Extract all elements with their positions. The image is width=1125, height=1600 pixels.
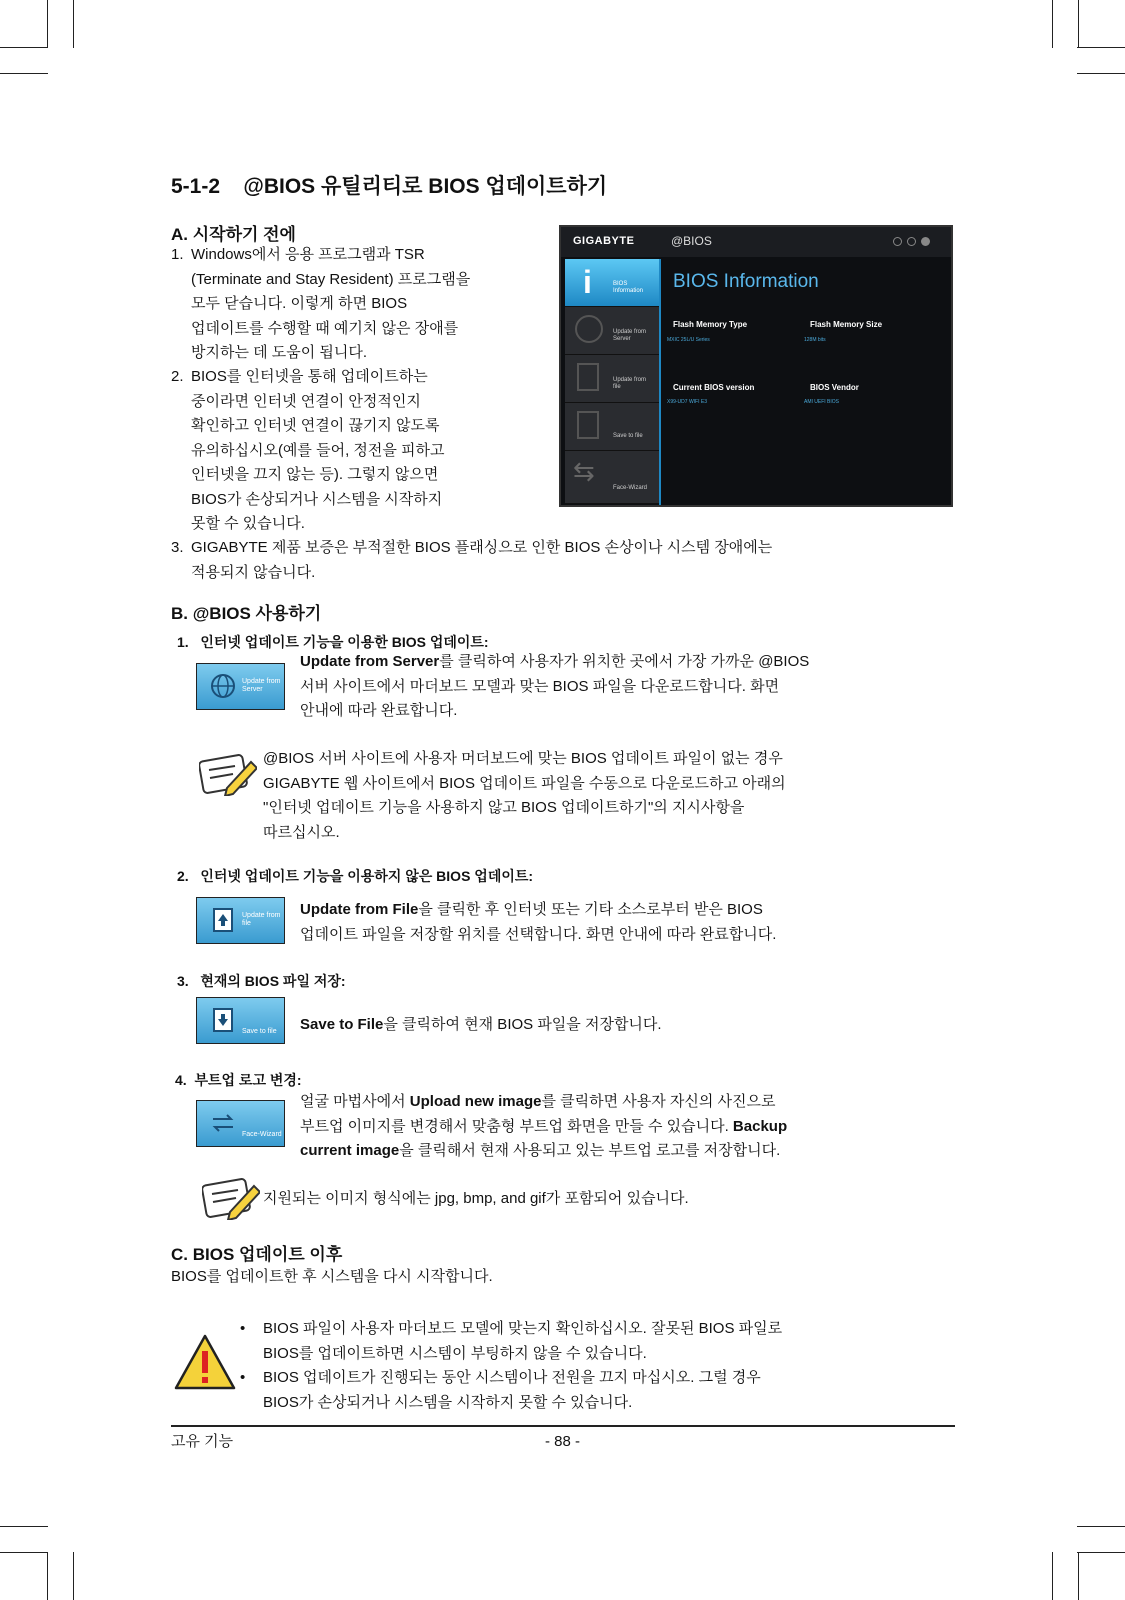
text-line: 를 클릭하여 사용자가 위치한 곳에서 가장 가까운 @BIOS <box>439 653 810 670</box>
note-line: "인터넷 업데이트 기능을 사용하지 않고 BIOS 업데이트하기"의 지시사항을 <box>263 799 745 816</box>
sub4-text <box>300 1090 940 1164</box>
crop-mark <box>1077 47 1125 48</box>
bullet: • <box>240 1369 246 1386</box>
section-a-title: A. 시작하기 전에 <box>171 225 296 244</box>
item-line: 방지하는 데 도움이 됩니다. <box>191 344 368 361</box>
item-line: (Terminate and Stay Resident) 프로그램을 <box>191 270 471 288</box>
section-b-title: B. @BIOS 사용하기 <box>171 604 322 623</box>
sub3-text <box>300 1013 940 1038</box>
sub4-note: 지원되는 이미지 형식에는 jpg, bmp, and gif가 포함되어 있습니다. <box>263 1190 689 1207</box>
item-number: 2. <box>171 368 184 385</box>
text-line: 업데이트 파일을 저장할 위치를 선택합니다. 화면 안내에 따라 완료합니다. <box>300 925 777 943</box>
sub1-note <box>263 747 943 845</box>
text-line: 을 클릭해서 현재 사용되고 있는 부트업 로고를 저장합니다. <box>399 1142 781 1159</box>
arrows-icon: ⇆ <box>573 456 595 486</box>
item-line: BIOS가 손상되거나 시스템을 시작하지 <box>191 490 443 508</box>
text-line: 얼굴 마법사에서 <box>300 1093 410 1110</box>
tile-update-from-server[interactable] <box>565 307 659 355</box>
sub4-title: 4. 부트업 로고 변경: <box>175 1072 302 1088</box>
flash-memory-type-label: Flash Memory Type <box>673 320 748 329</box>
item-line: 적용되지 않습니다. <box>191 563 316 581</box>
item-line: 인터넷을 끄지 않는 등). 그렇지 않으면 <box>191 466 439 483</box>
item-number: 1. <box>171 246 184 263</box>
bullet-line: BIOS 업데이트가 진행되는 동안 시스템이나 전원을 끄지 마십시오. 그럴 경우 <box>263 1369 761 1386</box>
globe-icon <box>575 315 603 343</box>
swap-arrows-icon <box>209 1109 237 1137</box>
text-line: 을 클릭하여 현재 BIOS 파일을 저장합니다. <box>383 1016 662 1033</box>
bios-vendor-value: AMI UEFI BIOS <box>804 399 840 405</box>
current-bios-version-value: X99-UD7 WIFI E3 <box>667 399 708 405</box>
item-line: GIGABYTE 제품 보증은 부적절한 BIOS 플래싱으로 인한 BIOS 손상이나 시스템 장애에는 <box>191 539 773 556</box>
bullet: • <box>240 1320 246 1337</box>
upload-icon <box>577 363 599 391</box>
item-line: 중이라면 인터넷 연결이 안정적인지 <box>191 392 421 410</box>
save-to-file-image <box>196 997 285 1044</box>
text-line: 를 클릭하면 사용자 자신의 사진으로 <box>541 1093 776 1110</box>
sub3-title: 3. 현재의 BIOS 파일 저장: <box>177 973 346 989</box>
tile-label: Update from file <box>613 377 647 390</box>
crop-mark <box>1052 0 1053 48</box>
button-label: Update from file <box>242 912 281 927</box>
pencil-note-icon <box>202 1176 260 1220</box>
ui-term: Backup <box>732 1117 788 1135</box>
item-line: Windows에서 응용 프로그램과 TSR <box>191 246 425 263</box>
text-line: 서버 사이트에서 마더보드 모델과 맞는 BIOS 파일을 다운로드합니다. 화면 <box>300 677 780 695</box>
update-from-server-image <box>196 663 285 710</box>
footer-rule <box>171 1425 955 1427</box>
face-wizard-image <box>196 1100 285 1147</box>
section-c-bullets <box>240 1317 940 1415</box>
sub2-text <box>300 898 940 947</box>
crop-mark <box>1078 0 1079 48</box>
bullet-line: BIOS 파일이 사용자 마더보드 모델에 맞는지 확인하십시오. 잘못된 BIOS 파일로 <box>263 1320 783 1337</box>
sub1-title: 1. 인터넷 업데이트 기능을 이용한 BIOS 업데이트: <box>177 634 489 650</box>
info-icon: i <box>583 264 592 300</box>
button-label: Update from Server <box>242 678 281 693</box>
bios-sidebar <box>565 259 659 505</box>
tile-update-from-file[interactable] <box>565 355 659 403</box>
flash-memory-type-value: MXIC 25L/U Series <box>667 337 710 343</box>
crop-mark <box>1077 1526 1125 1527</box>
ui-term: Update from Server <box>300 653 440 670</box>
ui-term: Upload new image <box>409 1093 542 1110</box>
globe-icon <box>209 672 237 700</box>
warning-icon <box>173 1333 237 1391</box>
item-line: 모두 닫습니다. 이렇게 하면 BIOS <box>191 295 408 312</box>
crop-mark <box>1077 73 1125 74</box>
note-line: @BIOS 서버 사이트에 사용자 머더보드에 맞는 BIOS 업데이트 파일이 없는 경우 <box>263 750 783 767</box>
bios-panel-title: BIOS Information <box>673 271 819 292</box>
tile-label: Face-Wizard <box>613 485 648 491</box>
text-line: 부트업 이미지를 변경해서 맞춤형 부트업 화면을 만들 수 있습니다. <box>300 1117 733 1135</box>
upload-icon <box>209 906 237 934</box>
item-line: BIOS를 인터넷을 통해 업데이트하는 <box>191 368 428 385</box>
bios-vendor-label: BIOS Vendor <box>810 383 859 392</box>
bios-title-bar <box>561 227 951 257</box>
pencil-note-icon <box>199 752 257 796</box>
minimize-icon[interactable] <box>893 237 902 246</box>
section-c-line: BIOS를 업데이트한 후 시스템을 다시 시작합니다. <box>171 1268 493 1285</box>
tile-bios-information[interactable] <box>565 259 659 307</box>
section-a-item-3 <box>171 536 931 585</box>
crop-mark <box>47 0 48 48</box>
ui-term: Save to File <box>300 1016 384 1033</box>
crop-mark <box>73 0 74 48</box>
text-line: 안내에 따라 완료합니다. <box>300 702 458 719</box>
ui-term: Update from File <box>300 901 419 918</box>
crop-mark <box>1077 1552 1125 1553</box>
tile-save-to-file[interactable] <box>565 403 659 451</box>
note-line: GIGABYTE 웹 사이트에서 BIOS 업데이트 파일을 수동으로 다운로드하고 아래의 <box>263 774 786 792</box>
download-icon <box>577 411 599 439</box>
item-number: 3. <box>171 539 184 556</box>
bios-utility-screenshot <box>559 225 953 507</box>
bullet-line: BIOS가 손상되거나 시스템을 시작하지 못할 수 있습니다. <box>263 1393 633 1411</box>
current-bios-version-label: Current BIOS version <box>673 383 755 392</box>
page-title: 5-1-2 @BIOS 유틸리티로 BIOS 업데이트하기 <box>171 175 608 198</box>
page-number: - 88 - <box>545 1433 581 1450</box>
item-line: 못할 수 있습니다. <box>191 515 305 532</box>
crop-mark <box>73 1552 74 1600</box>
item-line: 업데이트를 수행할 때 예기치 않은 장애를 <box>191 319 459 337</box>
tile-label: Save to file <box>613 433 643 439</box>
sub2-title: 2. 인터넷 업데이트 기능을 이용하지 않은 BIOS 업데이트: <box>177 868 534 884</box>
close-icon[interactable] <box>921 237 930 246</box>
app-name: @BIOS <box>671 234 712 248</box>
tile-label: BIOS Information <box>613 281 644 294</box>
download-icon <box>209 1006 237 1034</box>
note-line: 따르십시오. <box>263 823 340 841</box>
text-line: 을 클릭한 후 인터넷 또는 기타 소스로부터 받은 BIOS <box>418 901 763 918</box>
crop-mark <box>0 73 48 74</box>
tile-label: Update from Server <box>613 329 647 342</box>
bios-panel-divider <box>659 259 661 505</box>
crop-mark <box>0 47 48 48</box>
crop-mark <box>1078 1552 1079 1600</box>
section-c-title: C. BIOS 업데이트 이후 <box>171 1245 343 1264</box>
button-label: Face-Wizard <box>242 1131 282 1138</box>
footer-chapter: 고유 기능 <box>171 1433 234 1450</box>
flash-memory-size-value: 128M bits <box>804 337 826 343</box>
section-a-item-1 <box>171 243 551 366</box>
flash-memory-size-label: Flash Memory Size <box>810 320 883 329</box>
ui-term: current image <box>300 1142 400 1159</box>
button-label: Save to file <box>242 1028 277 1035</box>
item-line: 유의하십시오(예를 들어, 정전을 피하고 <box>191 441 445 459</box>
crop-mark <box>1052 1552 1053 1600</box>
crop-mark <box>0 1526 48 1527</box>
tile-face-wizard[interactable] <box>565 451 659 504</box>
section-a-item-2 <box>171 365 551 537</box>
crop-mark <box>0 1552 48 1553</box>
settings-icon[interactable] <box>907 237 916 246</box>
bullet-line: BIOS를 업데이트하면 시스템이 부팅하지 않을 수 있습니다. <box>263 1344 647 1362</box>
sub1-text <box>300 650 940 724</box>
update-from-file-image <box>196 897 285 944</box>
crop-mark <box>47 1552 48 1600</box>
item-line: 확인하고 인터넷 연결이 끊기지 않도록 <box>191 417 440 434</box>
gigabyte-logo: GIGABYTE <box>573 235 635 247</box>
